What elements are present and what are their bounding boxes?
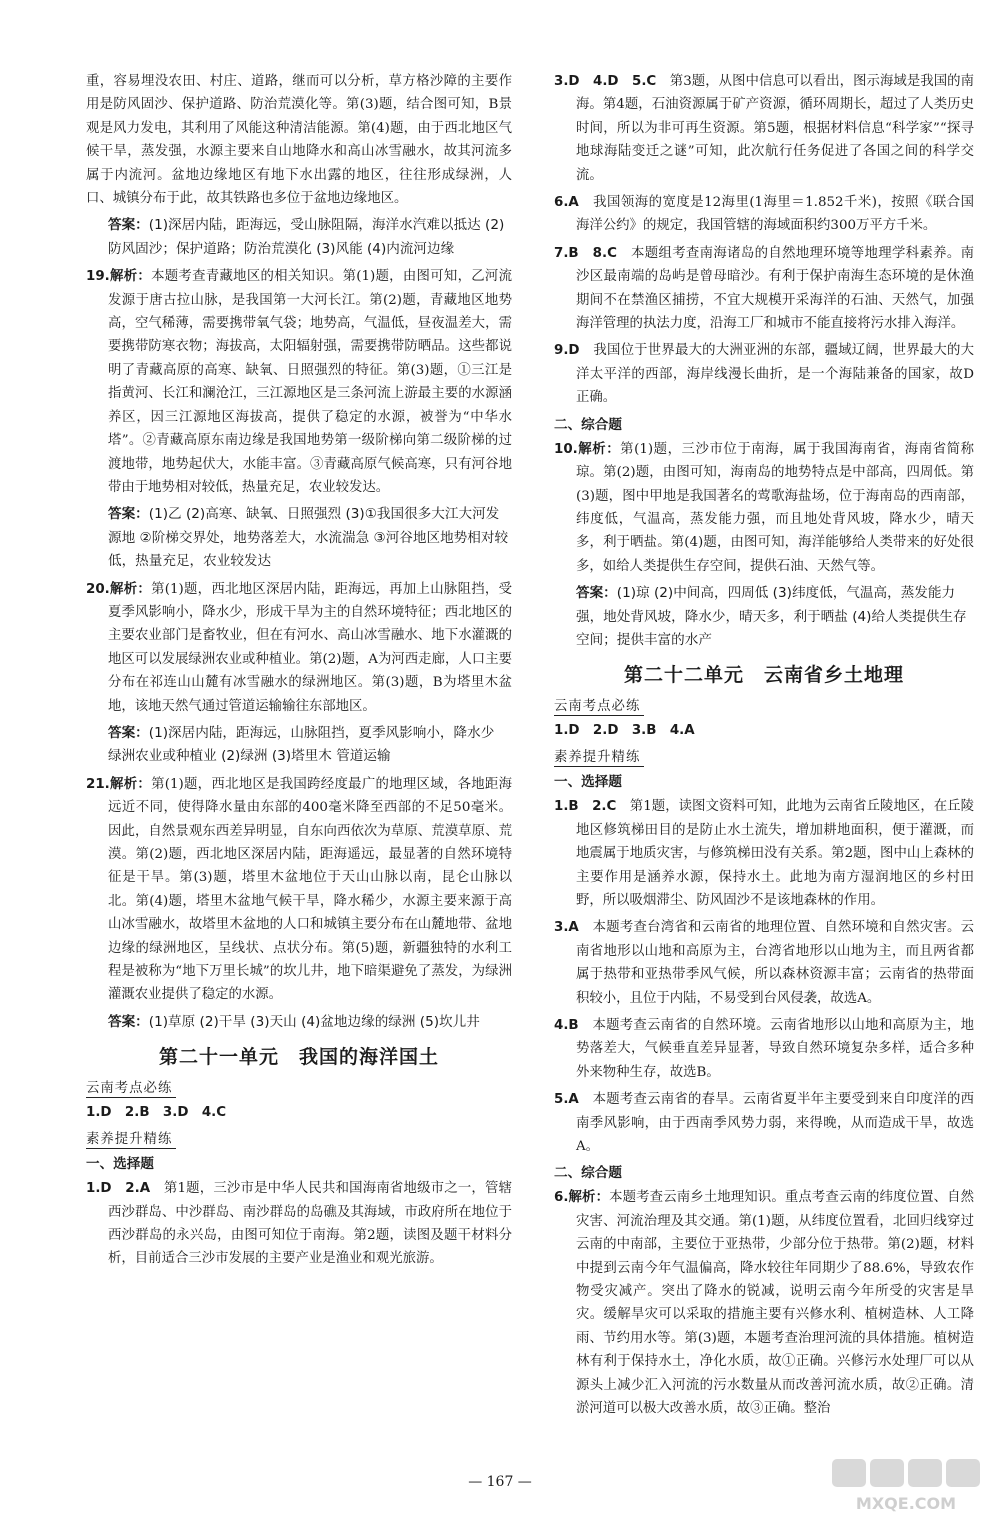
question-number: 4.B [554,1018,579,1033]
question-21-analysis [86,773,512,1007]
question-number: 3.A [554,920,579,936]
section-comprehensive-heading: 二、综合题 [554,416,622,433]
answer-label: 答案： [576,585,617,602]
analysis-text: 第1题，读图文资料可知，此地为云南省丘陵地区，在丘陵地区修筑梯田目的是防止水土流失，增加耕地面积，便于灌溉，而地震属于地质灾害，与修筑梯田没有关系。第2题，图中山上森林的主要作用是涵养水源，保持水土。此地为南方湿润地区的乡村田野，所以吸烟滞尘、防风固沙不是该地森林的作用。 [576,799,974,908]
analysis-text: 本题考查青藏地区的相关知识。第(1)题，由图可知，乙河流发源于唐古拉山脉，是我国第一大河长江。第(2)题，青藏地区地势高，空气稀薄，需要携带氧气袋；地势高，气温低，昼夜温差大，需要携带防寒衣物；海拔高，太阳辐射强，需要携带防晒品。这些都说明了青藏高原的高寒、缺氧、日照强烈的特征。第(3)题，①三江是指黄河、长江和澜沧江，三江源地区是三条河流上游最主要的水源涵养区，因三江源地区海拔高，提供了稳定的水源，被誉为“中华水塔”。②青藏高原东南边缘是我国地势第一级阶梯向第二级阶梯的过渡地带，地势起伏大，水能丰富。③青藏高原气候高寒，只有河谷地带由于地势相对较低，热量充足，农业较发达。 [108,269,513,495]
question-number: 20. [86,581,110,597]
question-number: 6. [554,1190,569,1206]
analysis-text: 本题考查台湾省和云南省的地理位置、自然环境和自然灾害。云南省地形以山地和高原为主，台湾省地形以山地为主，而且两省都属于热带和亚热带季风气候，所以森林资源丰富；云南省的热带面积较小，且位于内陆，不易受到台风侵袭，故选A。 [576,920,975,1006]
analysis-label: 解析： [568,1189,610,1206]
question-r6-analysis [554,1186,974,1420]
question-number: 10. [554,441,578,457]
answer-label: 答案： [108,217,149,234]
unit-21-heading: 第二十一单元 我国的海洋国土 [158,1046,439,1069]
question-7-analysis [554,242,974,336]
answer-text: (1)深居内陆，距海远，受山脉阻隔，海洋水汽难以抵达 (2)防风固沙；保护道路；防治荒漠化 (3)风能 (4)内流河边缘 [108,217,505,257]
answer-block [86,1011,512,1034]
question-number: 1.D 2.A [86,1181,151,1197]
analysis-text: 第3题，从图中信息可以看出，图示海域是我国的南海。第4题，石油资源属于矿产资源，循环周期长，超过了人类历史时间，所以为非可再生资源。第5题，根据材料信息“科学家”“探寻地球海陆变迁之谜”可知，此次航行任务促进了各国之间的科学交流。 [576,74,974,183]
question-r5-analysis [554,1088,974,1158]
yunnan-practice-heading: 云南考点必练 [86,1075,512,1100]
question-19-analysis [86,265,512,499]
section-choice-heading: 一、选择题 [86,1156,154,1173]
answer-block [86,503,512,573]
question-1-analysis [86,1177,512,1271]
answer-block [86,214,512,261]
analysis-text: 我国领海的宽度是12海里(1海里＝1.852千米)，按照《联合国海洋公约》的规定，我国管辖的海域面积约300万平方千米。 [576,195,975,234]
analysis-label: 解析： [109,580,152,597]
right-column [554,70,974,1425]
answer-text: (1)琼 (2)中间高，四周低 (3)纬度低，气温高，蒸发能力强，地处背风坡，降水少，晴天多，利于晒盐 (4)给人类提供生存空间；提供丰富的水产 [576,585,967,648]
question-r4-analysis [554,1014,974,1084]
section-comprehensive-heading: 二、综合题 [554,1165,622,1182]
yunnan-practice-heading: 云南考点必练 [554,693,974,718]
question-number: 19. [86,269,110,285]
answer-label: 答案： [108,1013,149,1030]
watermark-text: MXQE.COM [855,1494,957,1513]
answer-label: 答案： [108,724,149,741]
analysis-label: 解析： [109,775,152,792]
literacy-practice-heading: 素养提升精练 [86,1126,512,1151]
analysis-text: 第(1)题，西北地区深居内陆，距海远，再加上山脉阻挡，受夏季风影响小，降水少，形成干旱为主的自然环境特征；西北地区的主要农业部门是畜牧业，但在有河水、高山冰雪融水、地下水灌溉的地区可以发展绿洲农业或种植业。第(2)题，A为河西走廊，人口主要分布在祁连山山麓有冰雪融水的绿洲地区。第(3)题，B为塔里木盆地，该地天然气通过管道运输输往东部地区。 [108,581,513,714]
answer-block [86,722,512,769]
analysis-text: 本题组考查南海诸岛的自然地理环境等地理学科素养。南沙区最南端的岛屿是曾母暗沙。有利于保护南海生态环境的是休渔期间不在禁渔区捕捞，不宜大规模开采海洋的石油、天然气，加强海洋管理的执法力度，沿海工厂和城市不能直接将污水排入海洋。 [576,245,975,332]
analysis-label: 解析： [577,440,621,457]
question-number: 6.A [554,195,579,211]
question-number: 9.D [554,343,580,359]
question-number: 1.B 2.C [554,799,617,815]
question-number: 3.D 4.D 5.C [554,74,657,89]
literacy-practice-heading: 素养提升精练 [554,744,974,769]
question-number: 5.A [554,1092,579,1108]
analysis-label: 解析： [109,268,152,285]
question-6-analysis [554,191,974,238]
unit-22-heading: 第二十二单元 云南省乡土地理 [623,664,904,687]
question-10-analysis [554,438,974,578]
answer-text: (1)乙 (2)高寒、缺氧、日照强烈 (3)①我国很多大江大河发源地 ②阶梯交界处，地势落差大，水流湍急 ③河谷地区地势相对较低，热量充足，农业较发达 [108,506,509,570]
quick-answers: 1.D 2.B 3.D 4.C [86,1105,227,1121]
question-r1-analysis [554,795,974,912]
section-choice-heading: 一、选择题 [554,774,622,791]
answer-label: 答案： [108,506,149,523]
question-r3-analysis [554,916,974,1010]
question-20-analysis [86,578,512,718]
question-3-analysis [554,70,974,187]
analysis-text: 本题考查云南省的春旱。云南省夏半年主要受到来自印度洋的西南季风影响，由于西南季风势力弱，来得晚，从而造成干旱，故选A。 [576,1092,975,1155]
analysis-text: 本题考查云南乡土地理知识。重点考查云南的纬度位置、自然灾害、河流治理及其交通。第(1)题，从纬度位置看，北回归线穿过云南的中南部，主要位于亚热带，少部分位于热带。第(2)题，材料中提到云南今年气温偏高，降水较往年同期少了88.6%，导致农作物受灾减产。突出了降水的锐减，说明云南今年所受的灾害是旱灾。缓解旱灾可以采取的措施主要有兴修水利、植树造林、人工降雨、节约用水等。第(3)题，本题考查治理河流的具体措施。植树造林有利于保持水土，净化水质，故①正确。兴修污水处理厂可以从源头上减少汇入河流的污水数量从而改善河流水质，故②正确。清淤河道可以极大改善水质，故③正确。整治 [576,1190,975,1417]
answer-text: (1)草原 (2)干旱 (3)天山 (4)盆地边缘的绿洲 (5)坎儿井 [148,1013,480,1030]
question-number: 21. [86,776,110,792]
analysis-text: 我国位于世界最大的大洲亚洲的东部，疆域辽阔，世界最大的大洋太平洋的西部，海岸线漫长曲折，是一个海陆兼备的国家，故D正确。 [576,343,975,406]
analysis-text: 第(1)题，三沙市位于南海，属于我国海南省，海南省简称琼。第(2)题，由图可知，海南岛的地势特点是中部高，四周低。第(3)题，图中甲地是我国著名的莺歌海盐场，位于海南岛的西南部，纬度低，气温高，蒸发能力强，而且地处背风坡，降水少，晴天多，利于晒盐。第(4)题，由图可知，海洋能够给人类带来的好处很多，如给人类提供生存空间，提供石油、天然气等。 [576,441,974,574]
left-column [86,70,512,1275]
quick-answers: 1.D 2.D 3.B 4.A [554,723,695,739]
answer-text: (1)深居内陆，距海远，山脉阻挡，夏季风影响小，降水少 绿洲农业或种植业 (2)绿洲 (3)塔里木 管道运输 [108,724,495,765]
analysis-text: 本题考查云南省的自然环境。云南省地形以山地和高原为主，地势落差大，气候垂直差异显著，导致自然环境复杂多样，适合多种外来物种生存，故选B。 [576,1018,975,1080]
analysis-text: 第(1)题，西北地区是我国跨经度最广的地理区域，各地距海远近不同，使得降水量由东部的400毫米降至西部的不足50毫米。因此，自然景观东西差异明显，自东向西依次为草原、荒漠草原、荒漠。第(2)题，西北地区深居内陆，距海遥远，最显著的自然环境特征是干旱。第(3)题，塔里木盆地位于天山山脉以南，昆仑山脉以北。第(4)题，塔里木盆地气候干旱，降水稀少，水源主要来源于高山冰雪融水，故塔里木盆地的人口和城镇主要分布在山麓地带、盆地边缘的绿洲地区，呈线状、点状分布。第(5)题，新疆独特的水利工程是被称为“地下万里长城”的坎儿井，地下暗渠避免了蒸发，为绿洲灌溉农业提供了稳定的水源。 [108,776,513,1003]
analysis-text: 第1题，三沙市是中华人民共和国海南省地级市之一，管辖西沙群岛、中沙群岛、南沙群岛的岛礁及其海域，市政府所在地位于西沙群岛的永兴岛，由图可知位于南海。第2题，读图及题干材料分析，目前适合三沙市发展的主要产业是渔业和观光旅游。 [108,1181,512,1267]
page-number: — 167 — [468,1474,532,1490]
answer-block [554,582,974,652]
watermark-logo-icon [830,1455,990,1515]
question-9-analysis [554,339,974,409]
question-number: 7.B 8.C [554,245,617,261]
continued-analysis: 重，容易埋没农田、村庄、道路，继而可以分析，草方格沙障的主要作用是防风固沙、保护道路、防治荒漠化等。第(3)题，结合图可知，B景观是风力发电，其利用了风能这种清洁能源。第(4)题，由于西北地区气候干旱，蒸发强，水源主要来自山地降水和高山冰雪融水，故其河流多属于内流河。盆地边缘地区有地下水出露的地区，往往形成绿洲，人口、城镇分布于此，故其铁路也多位于盆地边缘地区。 [86,74,512,207]
